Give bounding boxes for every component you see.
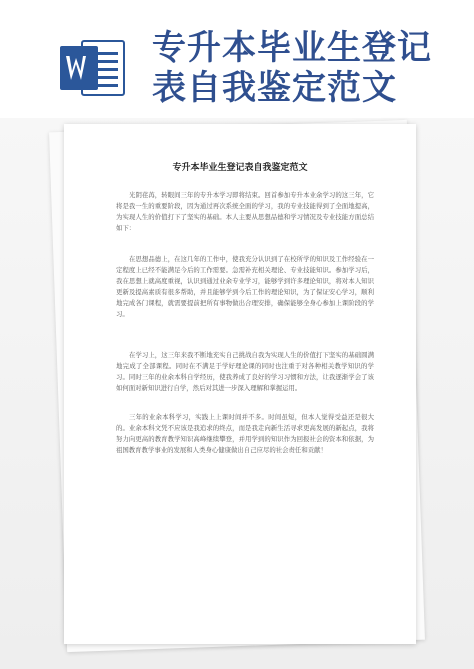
paragraph: 在思想品德上，在这几年的工作中，使我充分认识到了在校所学的知识及工作经验在一定程度上已经不能满足今后的工作需要。急需补充相关理论、专业技能知识。参加学习后，我在思想上就高度重视，认识到通过业余专业学习，能够学到许多理论知识，将对本人知识更新及提高素质有很多帮助，并且能够学到今后工作的理论知识，为了保证安心学习，顺利地完成各门课程，就需要提前把所有事物做出合理安排，确保能够全身心参加上课阶段的学习。	[116, 255, 374, 318]
word-document-icon	[60, 38, 126, 98]
paragraph: 光阴荏苒，转眼间三年的专升本学习即将结束。回首参加专升本业余学习的这三年，它将是我一生的重要阶段，因为通过再次系统全面的学习，我的专业技能得到了全面地提高，为实现人生的价值打下了坚实的基础。本人主要从思想品德和学习情况及专业技能方面总结如下：	[116, 191, 374, 232]
page-title: 专升本毕业生登记 表自我鉴定范文	[152, 28, 432, 108]
paragraph: 三年的业余本科学习，实践上上课时间并不多。时间虽短，但本人觉得受益还是很大的。业余本科文凭不应该是我追求的终点，而是我走向新生活寻求更高发展的新起点，我将努力向更高的教育教学知识高峰继续攀登，并用学到的知识作为回报社会的资本和依据，为祖国教育教学事业的发展和人类身心健康做出自己应尽的社会责任和贡献！	[116, 413, 374, 454]
document-title: 专升本毕业生登记表自我鉴定范文	[172, 163, 308, 173]
header-banner	[0, 0, 474, 130]
document-page	[64, 124, 416, 644]
paragraph: 在学习上，这三年来我不断地充实自己挑战自我为实现人生的价值打下坚实的基础圆满地完成了全部课程。同时在不满足于学好理论课的同时也注重于对各种相关教学知识的学习。同时三年的业余本科自学经历，使我养成了良好的学习习惯和方法，让我逐渐学会了该如何面对新知识进行自学，然后对其进一步深入理解和掌握运用。	[116, 351, 374, 392]
